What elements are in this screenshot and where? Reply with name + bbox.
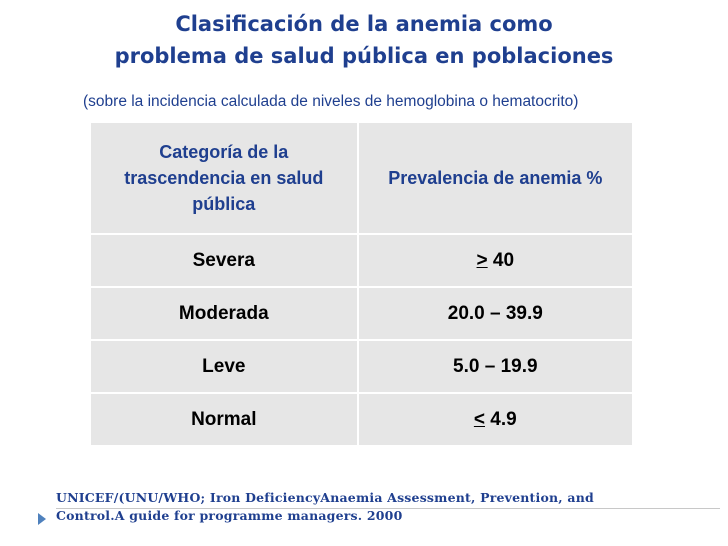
category-cell: Severa [90,234,358,287]
title-line-1: Clasificación de la anemia como [175,12,553,36]
arrow-icon [38,513,46,525]
citation-line-1: UNICEF/(UNU/WHO; Iron DeficiencyAnaemia Assessment, Prevention, and [56,490,594,505]
prevalence-cell [358,393,633,446]
slide-title [0,8,728,72]
footer-divider [56,508,720,509]
title-line-2: problema de salud pública en poblaciones [114,44,614,68]
prevalence-cell [358,287,633,340]
header-prevalence [358,122,633,234]
citation-line-2: Control.A guide for programme managers. 2000 [56,508,403,523]
category-cell: Normal [90,393,358,446]
prevalence-value: 20.0 – 39.9 [447,302,543,324]
table-row [90,234,633,287]
header-prevalence-label: Prevalencia de anemia % [388,168,603,188]
prevalence-cell [358,340,633,393]
category-cell: Moderada [90,287,358,340]
table-row [90,393,633,446]
prevalence-value: 5.0 – 19.9 [453,355,538,377]
prevalence-value: 40 [487,249,515,271]
slide-subtitle: (sobre la incidencia calculada de niveles de hemoglobina o hematocrito) [83,93,579,110]
prevalence-cell [358,234,633,287]
prevalence-value: 4.9 [485,408,517,430]
prevalence-prefix: < [473,408,485,430]
anemia-classification-table [89,121,634,447]
table-header-row [90,122,633,234]
header-category [90,122,358,234]
source-citation [56,489,594,525]
category-cell: Leve [90,340,358,393]
prevalence-prefix: > [476,249,488,271]
header-category-label: Categoría de la trascendencia en salud pública [124,142,324,214]
table-row [90,340,633,393]
table-row [90,287,633,340]
